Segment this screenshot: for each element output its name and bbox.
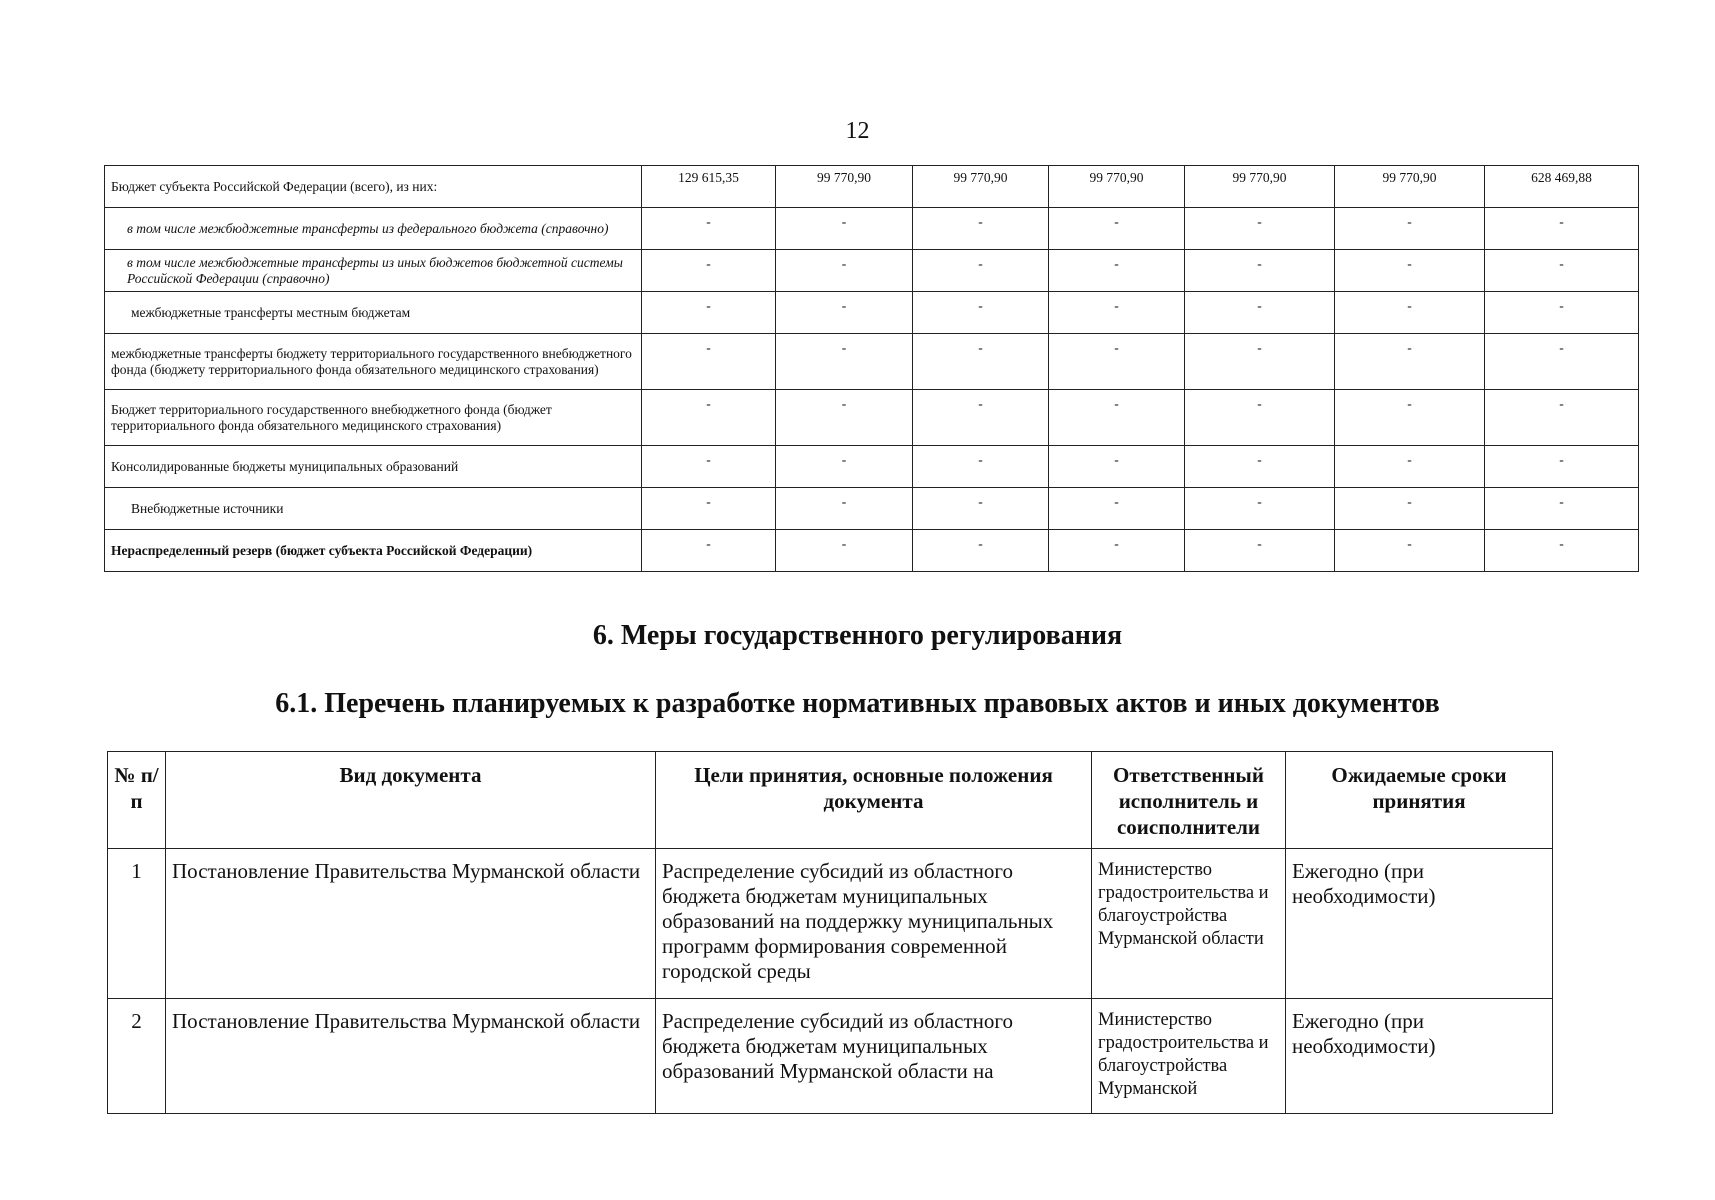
header-responsible: Ответственный исполнитель и соисполнители	[1092, 752, 1286, 849]
header-goals: Цели принятия, основные положения документа	[656, 752, 1092, 849]
budget-cell: -	[1049, 446, 1185, 488]
section-heading: 6. Меры государственного регулирования	[592, 620, 1123, 651]
budget-cell: -	[776, 208, 913, 250]
budget-cell: -	[776, 446, 913, 488]
budget-cell: 99 770,90	[913, 166, 1049, 208]
budget-cell: -	[642, 390, 776, 446]
header-deadline: Ожидаемые сроки принятия	[1286, 752, 1553, 849]
budget-cell: -	[642, 488, 776, 530]
budget-cell: -	[1485, 488, 1639, 530]
budget-cell: -	[776, 292, 913, 334]
subsection-heading: 6.1. Перечень планируемых к разработке нормативных правовых актов и иных документов	[275, 688, 1440, 719]
budget-table	[104, 165, 1639, 572]
budget-cell: -	[913, 250, 1049, 292]
budget-cell: -	[642, 334, 776, 390]
budget-row-label: Нераспределенный резерв (бюджет субъекта Российской Федерации)	[105, 530, 642, 572]
budget-cell: -	[1185, 446, 1335, 488]
budget-cell: -	[642, 446, 776, 488]
budget-cell: -	[1335, 334, 1485, 390]
budget-cell: -	[776, 390, 913, 446]
budget-row	[105, 250, 1639, 292]
budget-cell: -	[642, 208, 776, 250]
budget-cell: -	[1049, 530, 1185, 572]
budget-cell: -	[1485, 446, 1639, 488]
row-doc-type: Постановление Правительства Мурманской области	[166, 999, 656, 1114]
budget-cell: -	[776, 488, 913, 530]
budget-cell: 628 469,88	[1485, 166, 1639, 208]
budget-cell: -	[913, 334, 1049, 390]
budget-cell: -	[1185, 208, 1335, 250]
budget-row	[105, 530, 1639, 572]
header-num: № п/п	[108, 752, 166, 849]
budget-row	[105, 208, 1639, 250]
budget-cell: -	[642, 530, 776, 572]
budget-cell: -	[913, 390, 1049, 446]
budget-cell: -	[776, 250, 913, 292]
budget-cell: -	[1485, 292, 1639, 334]
budget-cell: -	[1335, 250, 1485, 292]
budget-cell: -	[1335, 530, 1485, 572]
row-doc-type: Постановление Правительства Мурманской области	[166, 849, 656, 999]
budget-cell: -	[1485, 250, 1639, 292]
budget-row-label: Бюджет территориального государственного внебюджетного фонда (бюджет территориального фонда обязательного медицинского страхования)	[105, 390, 642, 446]
budget-cell: -	[1335, 446, 1485, 488]
budget-cell: -	[1335, 488, 1485, 530]
budget-cell: -	[1049, 292, 1185, 334]
budget-row	[105, 166, 1639, 208]
budget-cell: -	[1185, 334, 1335, 390]
budget-row	[105, 292, 1639, 334]
budget-cell: -	[913, 446, 1049, 488]
header-row	[108, 752, 1553, 849]
row-responsible: Министерство градостроительства и благоустройства Мурманской	[1092, 999, 1286, 1114]
budget-cell: -	[1485, 530, 1639, 572]
budget-row	[105, 488, 1639, 530]
budget-cell: -	[1485, 334, 1639, 390]
budget-cell: 99 770,90	[776, 166, 913, 208]
budget-cell: -	[642, 292, 776, 334]
budget-cell: -	[1185, 488, 1335, 530]
budget-row-label: в том числе межбюджетные трансферты из федерального бюджета (справочно)	[105, 208, 642, 250]
budget-cell: -	[1485, 208, 1639, 250]
table-row	[108, 849, 1553, 999]
documents-table	[107, 751, 1553, 1114]
budget-cell: -	[1049, 334, 1185, 390]
budget-row-label: межбюджетные трансферты бюджету территориального государственного внебюджетного фонда (бюджету территориального фонда обязательного медицинского страхования)	[105, 334, 642, 390]
budget-cell: -	[1485, 390, 1639, 446]
budget-cell: -	[1049, 250, 1185, 292]
budget-cell: -	[642, 250, 776, 292]
budget-cell: 99 770,90	[1049, 166, 1185, 208]
budget-row	[105, 446, 1639, 488]
budget-cell: -	[1185, 390, 1335, 446]
budget-cell: -	[776, 334, 913, 390]
budget-cell: -	[1049, 390, 1185, 446]
budget-cell: -	[1049, 208, 1185, 250]
budget-row-label: Внебюджетные источники	[105, 488, 642, 530]
row-deadline: Ежегодно (при необходимости)	[1286, 849, 1553, 999]
budget-cell: -	[1335, 208, 1485, 250]
budget-row-label: в том числе межбюджетные трансферты из иных бюджетов бюджетной системы Российской Федерации (справочно)	[105, 250, 642, 292]
budget-cell: -	[913, 208, 1049, 250]
budget-row-label: Консолидированные бюджеты муниципальных образований	[105, 446, 642, 488]
budget-cell: -	[776, 530, 913, 572]
budget-cell: -	[1185, 250, 1335, 292]
table-row	[108, 999, 1553, 1114]
budget-cell: -	[913, 292, 1049, 334]
budget-cell: 129 615,35	[642, 166, 776, 208]
budget-cell: -	[1185, 530, 1335, 572]
budget-cell: 99 770,90	[1335, 166, 1485, 208]
budget-cell: -	[1049, 488, 1185, 530]
row-deadline: Ежегодно (при необходимости)	[1286, 999, 1553, 1114]
row-num: 2	[108, 999, 166, 1114]
budget-cell: -	[1185, 292, 1335, 334]
budget-cell: -	[913, 530, 1049, 572]
budget-cell: 99 770,90	[1185, 166, 1335, 208]
budget-row	[105, 334, 1639, 390]
budget-row-label: Бюджет субъекта Российской Федерации (всего), из них:	[105, 166, 642, 208]
row-goals: Распределение субсидий из областного бюджета бюджетам муниципальных образований Мурманской области на	[656, 999, 1092, 1114]
row-goals: Распределение субсидий из областного бюджета бюджетам муниципальных образований на поддержку муниципальных программ формирования современной городской среды	[656, 849, 1092, 999]
budget-cell: -	[1335, 390, 1485, 446]
page-number: 12	[845, 118, 870, 144]
row-num: 1	[108, 849, 166, 999]
budget-cell: -	[1335, 292, 1485, 334]
header-doc-type: Вид документа	[166, 752, 656, 849]
budget-row-label: межбюджетные трансферты местным бюджетам	[105, 292, 642, 334]
budget-cell: -	[913, 488, 1049, 530]
budget-row	[105, 390, 1639, 446]
row-responsible: Министерство градостроительства и благоустройства Мурманской области	[1092, 849, 1286, 999]
